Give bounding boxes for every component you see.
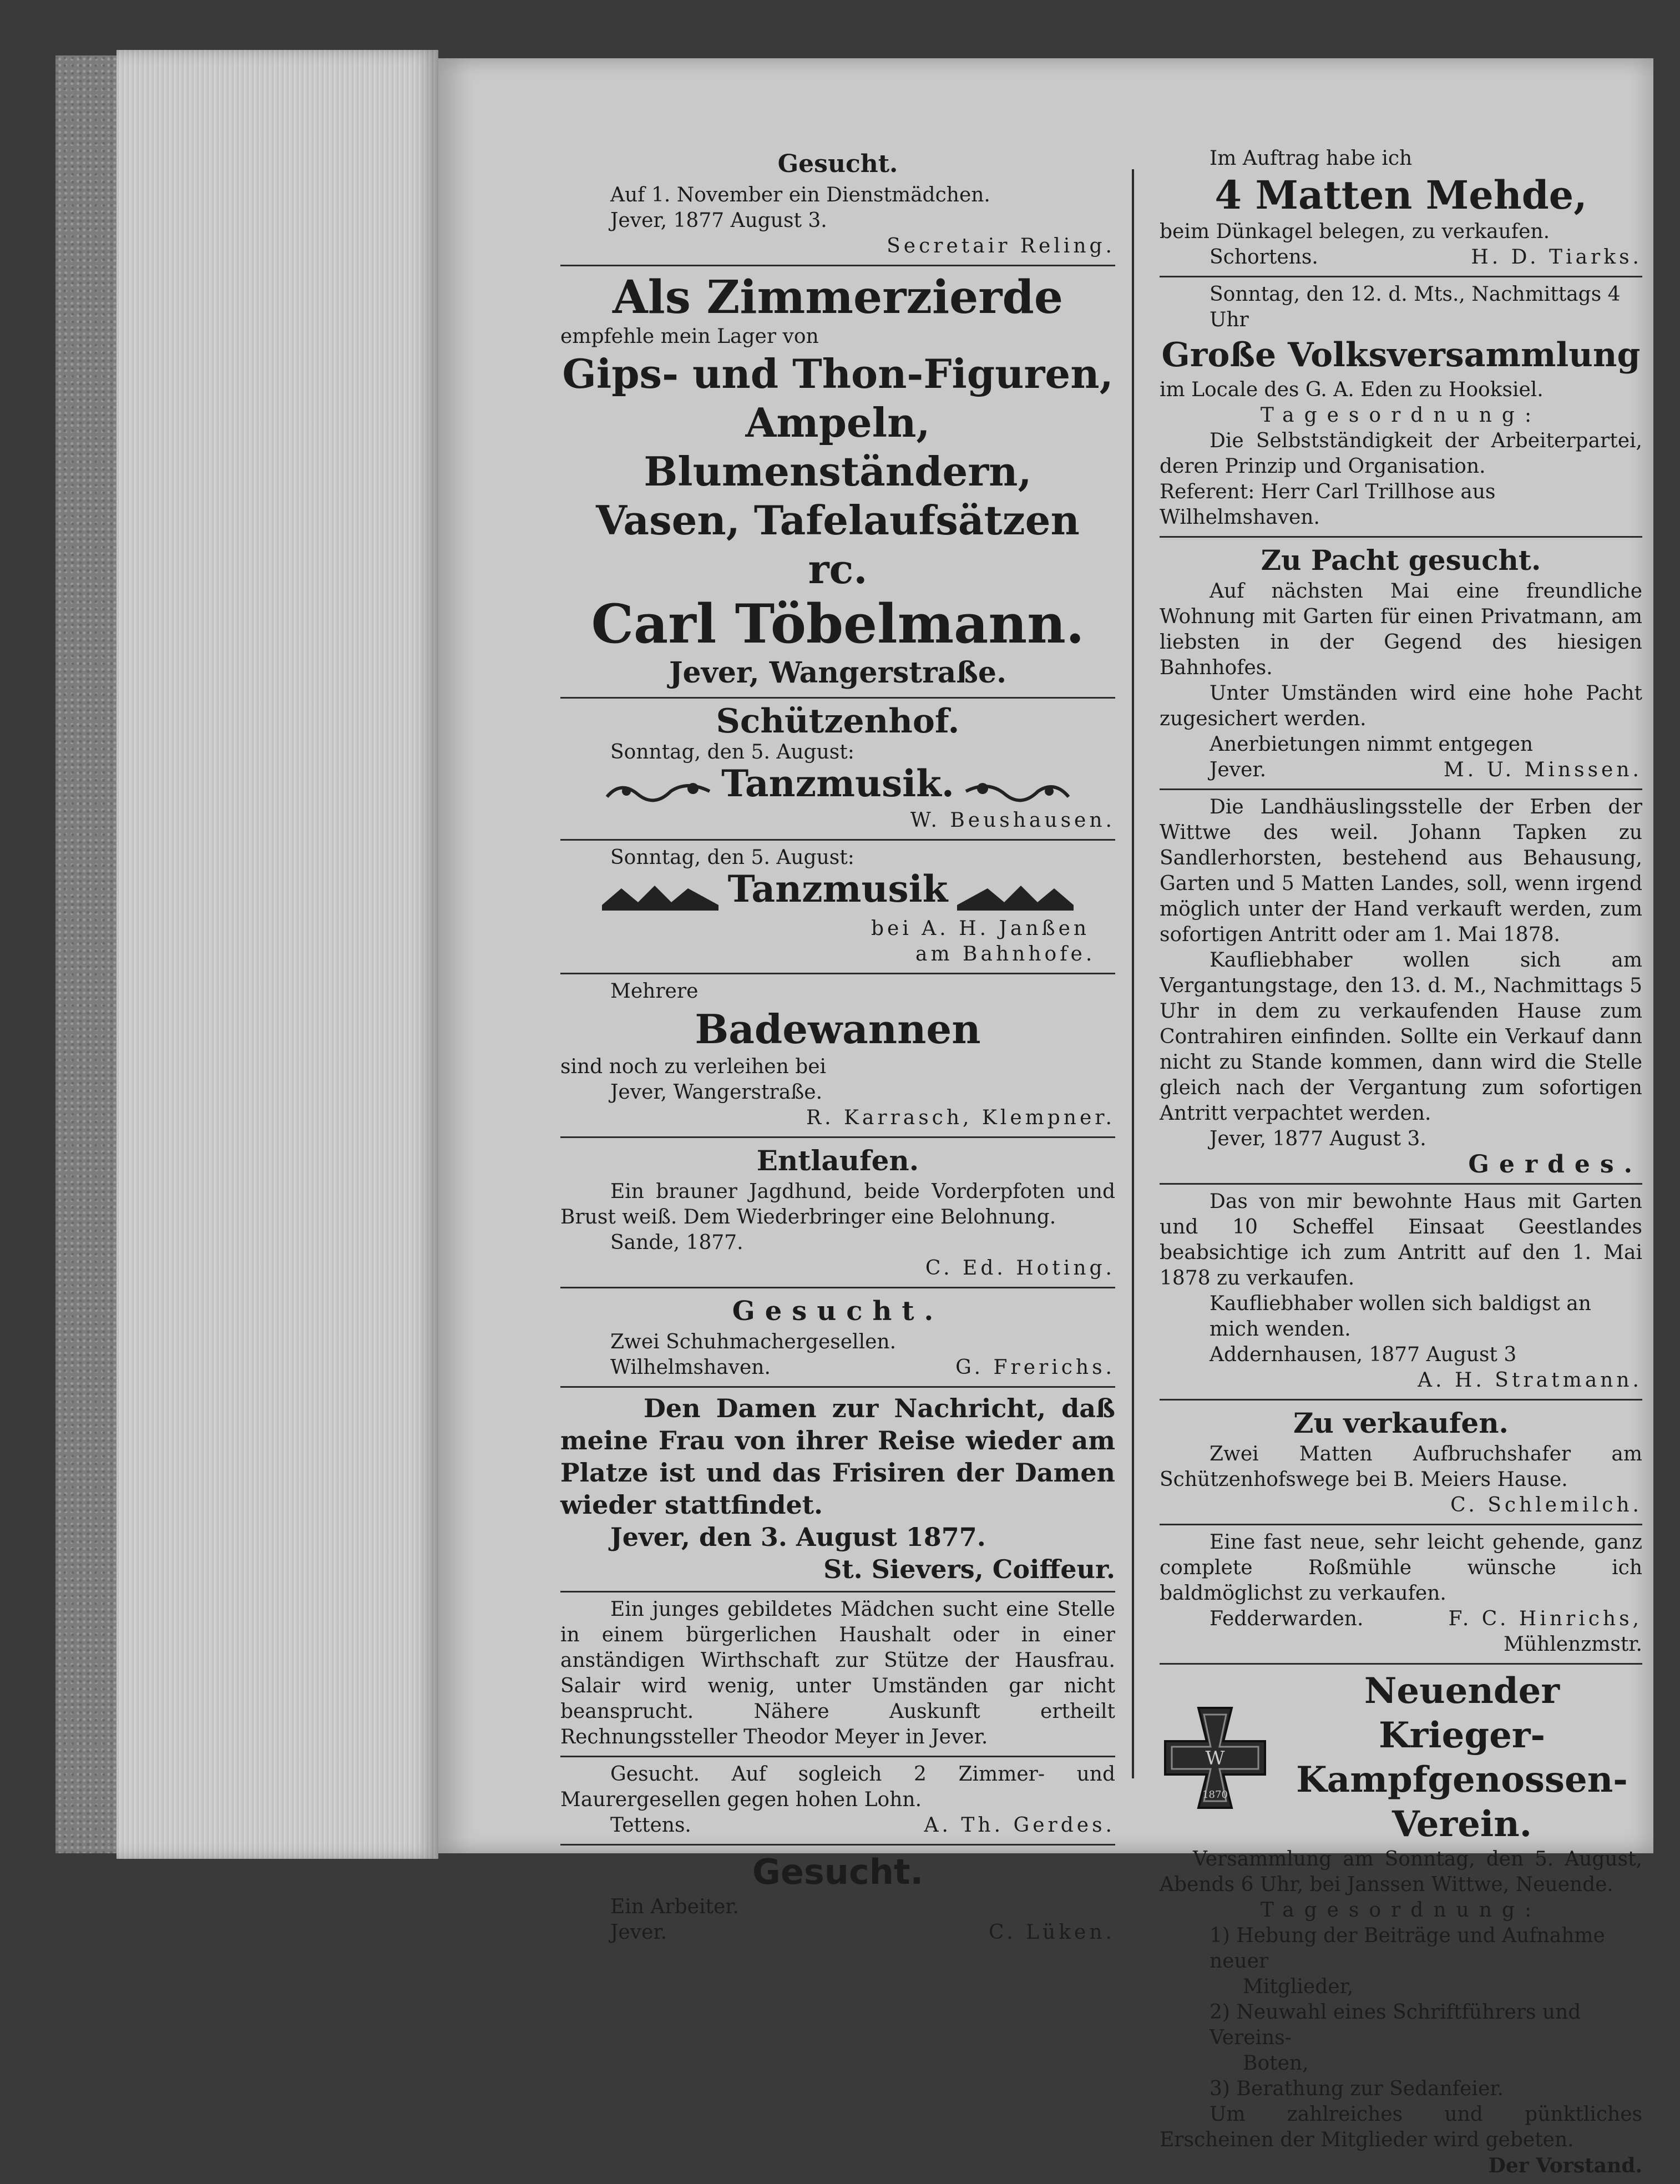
ad-text: Den Damen zur Nachricht, daß meine Frau von ihrer Reise wieder am Platze ist und das Frisiren der Damen wieder stattfindet. [560, 1393, 1115, 1520]
ad-title: Zu Pacht gesucht. [1261, 544, 1541, 577]
ad-headline: Große Volksversammlung [1161, 336, 1641, 375]
ad-headline: Gips- und Thon-Figuren, [562, 350, 1114, 397]
ad-signature: am Bahnhofe. [915, 943, 1096, 965]
ad-footer-row [560, 1355, 1115, 1381]
ad-text: Jever, den 3. August 1877. [610, 1522, 986, 1552]
ad-text: sind noch zu verleihen bei [560, 1055, 827, 1078]
ad-headline [1282, 1669, 1642, 1847]
ad-text: Ein brauner Jagdhund, beide Vorderpfoten und Brust weiß. Dem Wiederbringer eine Belohnung. [560, 1180, 1115, 1228]
right-column [1160, 141, 1642, 2184]
ad-event-line [560, 762, 1115, 808]
ad-badewannen [560, 974, 1115, 1138]
newspaper-page [438, 58, 1653, 2177]
ad-signature: R. Karrasch, Klempner. [806, 1106, 1115, 1129]
ad-headline-line: Kampfgenossen-Verein. [1296, 1759, 1628, 1845]
ad-entlaufen [560, 1138, 1115, 1288]
ad-zimmerzierde [560, 266, 1115, 699]
ad-text: Tagesordnung: [1260, 1899, 1542, 1922]
ad-footer-row [1160, 1606, 1642, 1632]
agenda-item-cont: Mitglieder, [1243, 1975, 1354, 1998]
agenda-item: 1) Hebung der Beiträge und Aufnahme neuer [1210, 1924, 1605, 1973]
ad-text: Referent: Herr Carl Trillhose aus Wilhelmshaven. [1160, 481, 1496, 529]
ad-text: Kaufliebhaber wollen sich am Vergantungstage, den 13. d. M., Nachmittags 5 Uhr in dem zu verkaufenden Hause zum Contrahiren einfinden. Sollte ein Verkauf dann nicht zu Stande kommen, dann wird die Stelle gleich nach der Vergantung zum sofortigen Antritt verpachtet werden. [1160, 949, 1642, 1125]
ad-volksversammlung [1160, 277, 1642, 538]
ad-gesucht-maurer [560, 1757, 1115, 1846]
ad-maedchen-stelle [560, 1593, 1115, 1757]
ad-signature: St. Sievers, Coiffeur. [823, 1554, 1115, 1584]
ad-signature: Der Vorstand. [1488, 2154, 1642, 2177]
ad-text: Unter Umständen wird eine hohe Pacht zugesichert werden. [1160, 682, 1642, 730]
ad-matten-mehde [1160, 141, 1642, 277]
ad-place: Wilhelmshaven. [610, 1356, 771, 1379]
ad-text: Sonntag, den 12. d. Mts., Nachmittags 4 Uhr [1210, 283, 1621, 331]
ad-footer-row [560, 1920, 1115, 1945]
ad-text: Sonntag, den 5. August: [610, 846, 854, 869]
ad-text: Jever, 1877 August 3. [610, 209, 827, 232]
ad-signature: F. C. Hinrichs, [1448, 1607, 1642, 1630]
ad-text: Die Landhäuslingsstelle der Erben der Wittwe des weil. Johann Tapken zu Sandlerhorsten, bestehend aus Behausung, Garten und 5 Matten Landes, soll, wenn irgend möglich unter der Hand verkauft werden, zum sofortigen Antritt oder am 1. Mai 1878. [1160, 796, 1642, 946]
agenda-item-cont: Boten, [1243, 2052, 1309, 2075]
ad-headline: Ampeln, Blumenständern, [644, 399, 1032, 495]
ad-signature: H. D. Tiarks. [1471, 246, 1642, 269]
ad-text: Sonntag, den 5. August: [610, 741, 854, 764]
ad-text: empfehle mein Lager von [560, 325, 819, 348]
ad-title: Zu verkaufen. [1293, 1407, 1509, 1439]
ad-text: Die Selbstständigkeit der Arbeiterpartei, deren Prinzip und Organisation. [1160, 429, 1642, 478]
iron-cross-icon [1160, 1702, 1271, 1813]
ad-text: Anerbietungen nimmt entgegen [1210, 733, 1534, 756]
ad-gesucht-dienstmaedchen [560, 141, 1115, 266]
ad-signature: Mühlenzmstr. [1504, 1633, 1642, 1656]
ad-text: Das von mir bewohnte Haus mit Garten und 10 Scheffel Einsaat Geestlandes beabsichtige ich zum Antritt auf den 1. Mai 1878 zu verkaufen. [1160, 1190, 1642, 1290]
ad-place: Jever. [610, 1921, 667, 1944]
ad-gesucht-schuhmacher [560, 1288, 1115, 1388]
ad-text: Auf nächsten Mai eine freundliche Wohnung mit Garten für einen Privatmann, am liebsten in der Gegend des hiesigen Bahnhofes. [1160, 580, 1642, 679]
ad-text: Jever, 1877 August 3. [1210, 1128, 1426, 1150]
ad-zu-pacht-gesucht [1160, 538, 1642, 790]
column-divider [1132, 169, 1134, 1778]
ad-title: Gesucht. [732, 1296, 944, 1327]
scroll-ornament-left-icon [604, 775, 715, 808]
ad-signature: G. Frerichs. [955, 1356, 1115, 1379]
ad-text: Gesucht. Auf sogleich 2 Zimmer- und Maurergesellen gegen hohen Lohn. [560, 1763, 1115, 1811]
left-column [560, 141, 1115, 1951]
ad-signature: Secretair Reling. [887, 235, 1115, 257]
ad-text: Zwei Schuhmachergesellen. [610, 1331, 897, 1353]
ad-signature: C. Lüken. [989, 1921, 1115, 1944]
ad-event: Tanzmusik. [721, 762, 954, 805]
ad-text: Zwei Matten Aufbruchshafer am Schützenhofswege bei B. Meiers Hause. [1160, 1443, 1642, 1491]
ad-tanzmusik-janssen [560, 841, 1115, 974]
ad-text: Im Auftrag habe ich [1210, 147, 1413, 170]
book-cover-edge [55, 55, 120, 1853]
ad-schuetzenhof [560, 699, 1115, 841]
ad-text: Kaufliebhaber wollen sich baldigst an mich wenden. [1210, 1292, 1591, 1341]
ad-text: Sande, 1877. [610, 1231, 743, 1254]
ad-headline: 4 Matten Mehde, [1215, 172, 1587, 218]
ad-place: Jever. [1210, 759, 1267, 781]
book-page-edges [117, 50, 438, 1859]
ad-landhaeuslingsstelle [1160, 790, 1642, 1185]
ad-place: Schortens. [1210, 246, 1318, 269]
ad-signature: Gerdes. [1468, 1150, 1642, 1179]
ad-place: Jever, Wangerstraße. [669, 656, 1007, 690]
ad-signature: C. Ed. Hoting. [925, 1257, 1115, 1280]
cross-letter: W [1205, 1747, 1225, 1770]
ad-gesucht-arbeiter [560, 1846, 1115, 1951]
cross-year: 1870 [1202, 1789, 1228, 1801]
ad-title: Entlaufen. [756, 1144, 919, 1177]
ad-footer-row [1160, 757, 1642, 783]
ad-rossmuehle [1160, 1525, 1642, 1665]
ad-text: Mehrere [610, 980, 699, 1003]
ad-text: Versammlung am Sonntag, den 5. August, Abends 6 Uhr, bei Janssen Wittwe, Neuende. [1160, 1848, 1642, 1896]
ad-merchant-name: Carl Töbelmann. [591, 593, 1085, 655]
ad-text: Jever, Wangerstraße. [610, 1081, 823, 1104]
crown-ornament-left-icon [599, 877, 721, 916]
ad-footer-row [560, 1813, 1115, 1838]
ad-signature: A. Th. Gerdes. [924, 1814, 1115, 1837]
ad-signature: A. H. Stratmann. [1418, 1369, 1642, 1392]
agenda-item: 3) Berathung zur Sedanfeier. [1210, 2077, 1504, 2100]
ad-event-line [560, 867, 1115, 916]
ad-header [1160, 1669, 1642, 1847]
ad-footer-row [1160, 245, 1642, 270]
ad-text: Eine fast neue, sehr leicht gehende, ganz complete Roßmühle wünsche ich baldmöglichst zu verkaufen. [1160, 1531, 1642, 1605]
ad-text: im Locale des G. A. Eden zu Hooksiel. [1160, 378, 1544, 401]
ad-text: Tagesordnung: [1260, 404, 1542, 427]
ad-place: Tettens. [610, 1814, 691, 1837]
ad-signature: M. U. Minssen. [1443, 759, 1642, 781]
crown-ornament-right-icon [954, 877, 1076, 916]
ad-text: beim Dünkagel belegen, zu verkaufen. [1160, 220, 1550, 243]
ad-title: Gesucht. [777, 150, 898, 178]
ad-zu-verkaufen [1160, 1401, 1642, 1525]
ad-signature: bei A. H. Janßen [871, 917, 1090, 940]
ad-headline-line: Neuender Krieger- [1364, 1670, 1560, 1756]
ad-event: Tanzmusik [727, 867, 948, 911]
ad-text: Ein Arbeiter. [610, 1895, 739, 1918]
ad-headline: Als Zimmerzierde [613, 271, 1063, 324]
ad-signature: C. Schlemilch. [1450, 1494, 1642, 1516]
ad-coiffeur [560, 1388, 1115, 1593]
ad-text: Auf 1. November ein Dienstmädchen. [610, 184, 990, 206]
scroll-ornament-right-icon [960, 775, 1071, 808]
ad-kriegerverein [1160, 1665, 1642, 2184]
ad-haus-verkaufen [1160, 1185, 1642, 1401]
ad-place: Fedderwarden. [1210, 1607, 1364, 1630]
ad-headline: Vasen, Tafelaufsätzen rc. [596, 497, 1080, 593]
agenda-item: 2) Neuwahl eines Schriftführers und Vereins- [1210, 2001, 1581, 2049]
ad-title: Schützenhof. [716, 702, 960, 741]
ad-text: Um zahlreiches und pünktliches Erscheinen der Mitglieder wird gebeten. [1160, 2103, 1642, 2151]
ad-text: Ein junges gebildetes Mädchen sucht eine Stelle in einem bürgerlichen Haushalt oder in einer anständigen Wirthschaft zur Stütze der Hausfrau. Salair wird wenig, unter Umständen gar nicht beansprucht. Nähere Auskunft ertheilt Rechnungssteller Theodor Meyer in Jever. [560, 1598, 1115, 1748]
ad-signature: W. Beushausen. [910, 809, 1115, 832]
ad-text: Addernhausen, 1877 August 3 [1210, 1343, 1517, 1366]
ad-title: Gesucht. [752, 1852, 924, 1892]
ad-headline: Badewannen [695, 1005, 981, 1053]
